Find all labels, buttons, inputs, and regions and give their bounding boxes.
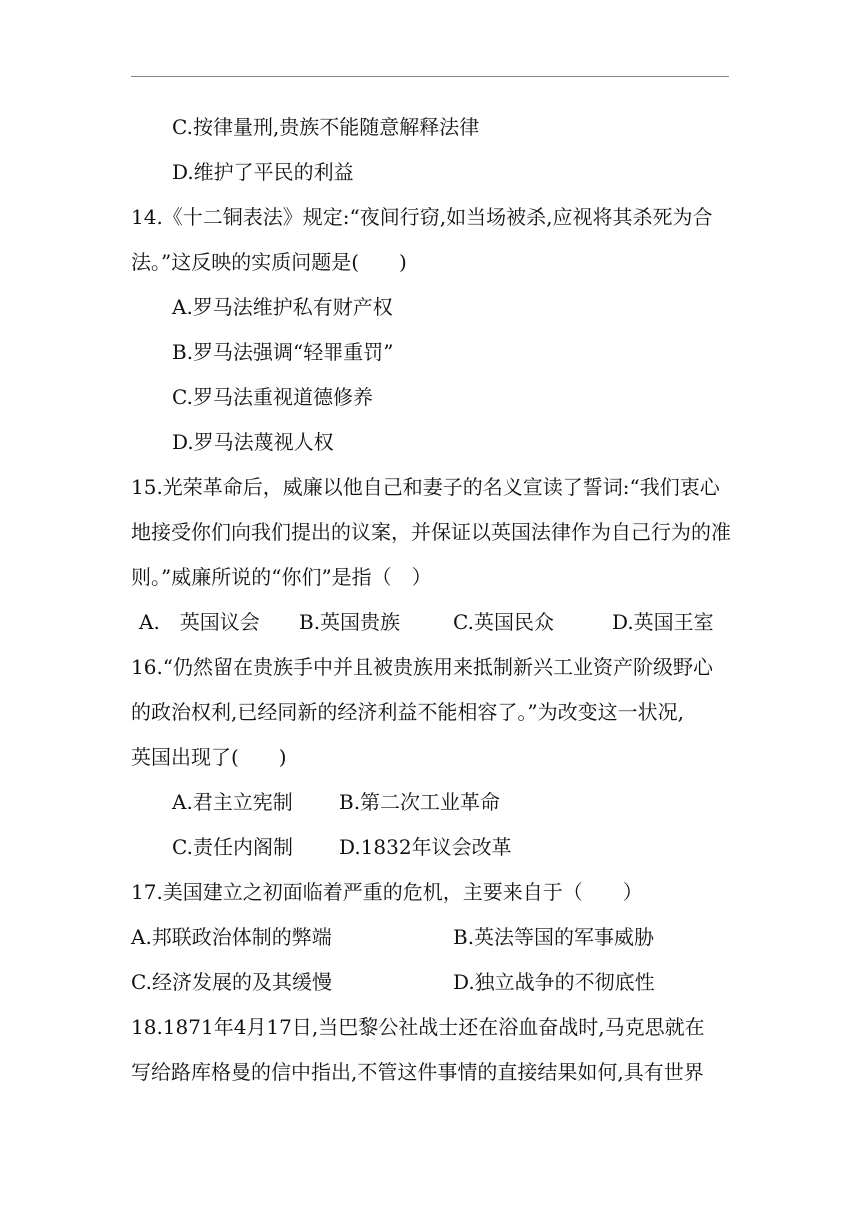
q16-option-c: C.责任内阁制	[172, 835, 293, 859]
q15-option-d: D.英国王室	[612, 610, 714, 634]
q14-stem-line-1: 14.《十二铜表法》规定:“夜间行窃,如当场被杀,应视将其杀死为合	[131, 205, 713, 229]
q16-option-a: A.君主立宪制	[172, 790, 293, 814]
q16-options-row-2	[0, 833, 860, 861]
q17-options-row-2	[0, 968, 860, 996]
q16-stem-line-2: 的政治权利,已经同新的经济利益不能相容了。”为改变这一状况,	[131, 700, 684, 724]
q16-stem-line-3: 英国出现了( )	[131, 745, 287, 769]
q17-option-c: C.经济发展的及其缓慢	[131, 970, 332, 994]
q16-stem-line-1: 16.“仍然留在贵族手中并且被贵族用来抵制新兴工业资产阶级野心	[131, 655, 714, 679]
q16-option-b: B.第二次工业革命	[339, 790, 501, 814]
q17-stem: 17.美国建立之初面临着严重的危机，主要来自于（ ）	[131, 880, 643, 904]
q14-option-d: D.罗马法蔑视人权	[172, 430, 334, 454]
q17-options-row-1	[0, 923, 860, 951]
q17-option-b: B.英法等国的军事威胁	[453, 925, 655, 949]
q14-option-b: B.罗马法强调“轻罪重罚”	[172, 340, 394, 364]
q15-option-c: C.英国民众	[453, 610, 554, 634]
q16-options-row-1	[0, 788, 860, 816]
q18-stem-line-1: 18.1871年4月17日,当巴黎公社战士还在浴血奋战时,马克思就在	[131, 1015, 705, 1039]
q17-option-d: D.独立战争的不彻底性	[453, 970, 655, 994]
q16-option-d: D.1832年议会改革	[339, 835, 512, 859]
q14-stem-line-2: 法。”这反映的实质问题是( )	[131, 250, 407, 274]
q14-option-c: C.罗马法重视道德修养	[172, 385, 373, 409]
q15-option-a: A. 英国议会	[139, 610, 260, 634]
q17-option-a: A.邦联政治体制的弊端	[131, 925, 332, 949]
q13-option-d: D.维护了平民的利益	[172, 160, 354, 184]
q15-options-row	[0, 608, 860, 636]
header-rule	[131, 76, 729, 77]
q15-stem-line-3: 则。”威廉所说的“你们”是指（ ）	[131, 565, 432, 589]
q13-option-c: C.按律量刑,贵族不能随意解释法律	[172, 115, 480, 139]
q15-option-b: B.英国贵族	[299, 610, 401, 634]
q15-stem-line-2: 地接受你们向我们提出的议案，并保证以英国法律作为自己行为的准	[131, 520, 731, 544]
q18-stem-line-2: 写给路库格曼的信中指出,不管这件事情的直接结果如何,具有世界	[131, 1060, 704, 1084]
q14-option-a: A.罗马法维护私有财产权	[172, 295, 393, 319]
q15-stem-line-1: 15.光荣革命后，威廉以他自己和妻子的名义宣读了誓词:“我们衷心	[131, 475, 720, 499]
